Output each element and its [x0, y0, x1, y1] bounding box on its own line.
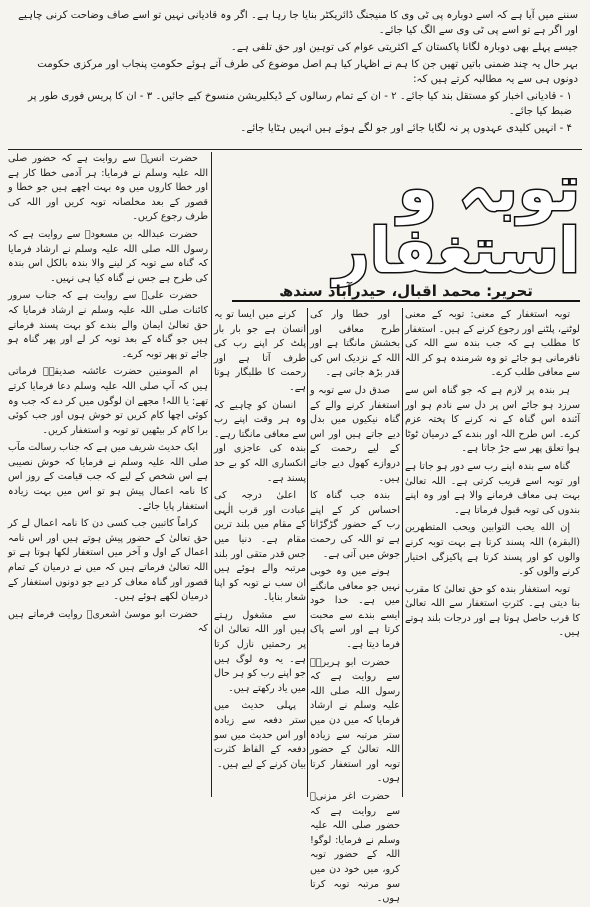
- column-left-paragraph-5: ایک حدیث شریف میں ہے کہ جناب رسالت مآب صلی اللہ علیہ وسلم نے فرمایا کہ خوش نصیبی ہے اس شخص کے لیے کہ جب قیامت کے روز اس کا نامہ اعمال پیش ہو تو اس میں بہت زیادہ استغفار پایا جائے۔: [8, 442, 208, 512]
- article-column-right: [405, 308, 580, 797]
- column-divider-left: [211, 152, 212, 797]
- column-left-paragraph-1: حضرت انسؓ سے روایت ہے کہ حضور صلی اللہ علیہ وسلم نے فرمایا: ہر آدمی خطا کار ہے اور خطا کاروں میں وہ بہت اچھے ہیں جو خطا و قصور کے بعد مخلصانہ توبہ کریں اور اللہ کی طرف رجوع کریں۔: [8, 153, 208, 223]
- column-center-left-paragraph-1: کرنے میں ایسا تو یہ انسان ہے جو بار بار پلٹ کر اپنے رب کی طرف آتا ہے اور رحمت کا طلبگار ہوتا ہے۔: [214, 309, 306, 393]
- section-divider: [8, 149, 582, 150]
- intro-text-block: [12, 8, 578, 148]
- column-center-right-paragraph-1: اور خطا وار کی طرح معافی اور بخشش مانگتا ہے اور اللہ کے نزدیک اس کی قدر بڑھ جاتی ہے۔: [310, 309, 400, 379]
- column-center-left-paragraph-4: سے مشغول رہتے ہیں اور اللہ تعالیٰ ان پر رحمتیں نازل کرتا ہے۔ یہ وہ لوگ ہیں جو اپنے رب کو ہر حال میں یاد رکھتے ہیں۔: [214, 609, 306, 694]
- column-center-right-paragraph-4: ہونے میں وہ خوبی نہیں جو معافی مانگنے میں ہے۔ خدا خود ایسے بندے سے محبت کرتا ہے اور اسے پاک فرما دیتا ہے۔: [310, 566, 400, 651]
- column-left-paragraph-3: حضرت علیؓ سے روایت ہے کہ جناب سرور کائنات صلی اللہ علیہ وسلم نے ارشاد فرمایا کہ حق تعالیٰ ایمان والے بندے کو بہت پسند فرماتے ہیں جو گناہ کے بعد توبہ کر لے اور پھر گناہ ہو جائے تو پھر توبہ کرے۔: [8, 290, 208, 360]
- demand-list-item-1: ۱ - قادیانی اخبار کو مستقل بند کیا جائے۔ ۲ - ان کے تمام رسالوں کے ڈیکلیریشن منسوخ کیے جائیں۔ ۳ - ان کا پریس فوری طور پر ضبط کیا جائے۔: [28, 91, 572, 117]
- column-right-paragraph-5: توبہ استغفار بندہ کو حق تعالیٰ کا مقرب بنا دیتی ہے۔ کثرتِ استغفار سے اللہ تعالیٰ کا قرب حاصل ہوتا ہے اور درجات بلند ہوتے ہیں۔: [405, 583, 580, 639]
- column-left-paragraph-7: حضرت ابو موسیٰ اشعریؓ روایت فرماتے ہیں کہ: [8, 608, 208, 635]
- article-title: توبہ و استغفار: [333, 152, 580, 287]
- column-center-right-paragraph-6: حضرت اغر مزنیؓ سے روایت ہے کہ حضور صلی اللہ علیہ وسلم نے فرمایا: لوگو! اللہ کے حضور توبہ کرو، میں خود دن میں سو مرتبہ توبہ کرتا ہوں۔: [310, 791, 400, 905]
- column-right-paragraph-3: گناہ سے بندہ اپنے رب سے دور ہو جاتا ہے اور توبہ اسے قریب کرتی ہے۔ اللہ تعالیٰ بہت ہی معاف فرمانے والا ہے اور وہ اپنے بندوں کی توبہ قبول فرماتا ہے۔: [405, 460, 580, 516]
- column-center-right-paragraph-2: صدق دل سے توبہ و استغفار کرنے والے کے گناہ نیکیوں میں بدل دیے جاتے ہیں اور اس کے لیے رحمت کے دروازے کھول دیے جاتے ہیں۔: [310, 384, 400, 484]
- column-right-paragraph-2: ہر بندہ پر لازم ہے کہ جو گناہ اس سے سرزد ہو جائے اس پر دل سے نادم ہو اور آئندہ اس گناہ کے نہ کرنے کا پختہ عزم کرے۔ اس طرح اللہ اور بندے کے درمیان ٹوٹا ہوا تعلق پھر سے جڑ جاتا ہے۔: [405, 384, 580, 455]
- column-left-paragraph-6: کراماً کاتبین جب کسی دن کا نامہ اعمال لے کر حق تعالیٰ کے حضور پیش ہوتے ہیں اور اس نامہ اعمال کے اول و آخر میں استغفار لکھا ہوتا ہے تو اللہ تعالیٰ فرماتے ہیں کہ میں نے درمیان کے تمام قصور اور گناہ معاف کر دیے جو دونوں استغفار کے درمیان لکھے ہوئے ہیں۔: [8, 518, 208, 603]
- article-column-center-right: [310, 308, 400, 905]
- column-left-paragraph-4: ام المومنین حضرت عائشہ صدیقہؓ فرماتی ہیں کہ آپ صلی اللہ علیہ وسلم دعا فرمایا کرتے تھے: یا اللہ! مجھے ان لوگوں میں کر دے کہ جب وہ کوئی اچھا کام کریں تو خوش ہوں اور جب کوئی برا کام کر بیٹھیں تو توبہ و استغفار کریں۔: [8, 366, 208, 436]
- column-center-right-paragraph-3: بندہ جب گناہ کا احساس کر کے اپنے رب کے حضور گڑگڑاتا ہے تو اللہ کی رحمت جوش میں آتی ہے۔: [310, 490, 400, 560]
- article-column-left: [8, 152, 208, 797]
- column-center-left-paragraph-3: اعلیٰ درجہ کی عبادت اور قرب الٰہی کے مقام میں بلند ترین مقام ہے۔ دنیا میں جس قدر متقی اور بلند مرتبہ والے ہوئے ہیں ان سب نے توبہ کو اپنا شعار بنایا۔: [214, 490, 306, 604]
- column-center-left-paragraph-2: انسان کو چاہیے کہ وہ ہر وقت اپنے رب سے معافی مانگتا رہے۔ بندہ کی عاجزی اور انکساری اللہ کو بے حد پسند ہے۔: [214, 399, 306, 484]
- intro-paragraph-3: بہر حال یہ چند ضمنی باتیں تھیں جن کا ہم نے اظہار کیا ہم اصل موضوع کی طرف آتے ہوئے حکومتِ پنجاب اور مرکزی حکومت دونوں ہی سے یہ مطالبہ کرتے ہیں کہ:: [37, 59, 578, 85]
- column-right-paragraph-1: توبہ استغفار کے معنی: توبہ کے معنی لوٹنے، پلٹنے اور رجوع کرنے کے ہیں۔ استغفار کا مطلب ہے کہ جب بندہ سے اللہ کی نافرمانی ہو جائے تو وہ شرمندہ ہو کر اللہ سے معافی طلب کرے۔: [405, 309, 580, 379]
- article-column-center-left: [214, 308, 306, 797]
- article-byline: تحریر: محمد اقبال، حیدرآباد سندھ: [232, 280, 580, 302]
- intro-paragraph-1: سننے میں آیا ہے کہ اسے دوبارہ پی ٹی وی کا منیجنگ ڈائریکٹر بنایا جا رہا ہے۔ اگر وہ قادیانی نہیں تو اسے صاف وضاحت کرنی چاہیے اور اگر ہے تو اسے پی ٹی وی سے الگ کیا جائے۔: [18, 10, 578, 36]
- column-left-paragraph-2: حضرت عبداللہ بن مسعودؓ سے روایت ہے کہ رسول اللہ صلی اللہ علیہ وسلم نے ارشاد فرمایا کہ گناہ سے توبہ کر لینے والا بندہ بالکل اس بندہ کی طرح ہے جس نے گناہ کیا ہی نہیں۔: [8, 228, 208, 284]
- demand-list-item-2: ۴ - انہیں کلیدی عہدوں پر نہ لگایا جائے اور جو لگے ہوئے ہیں انہیں ہٹایا جائے۔: [240, 123, 572, 134]
- column-divider-right: [402, 308, 403, 797]
- column-center-right-paragraph-5: حضرت ابو ہریرہؓ سے روایت ہے کہ رسول اللہ صلی اللہ علیہ وسلم نے ارشاد فرمایا کہ میں دن میں ستر مرتبہ سے زیادہ اللہ تعالیٰ کے حضور توبہ اور استغفار کرتا ہوں۔: [310, 656, 400, 785]
- column-right-paragraph-4: إن الله يحب التوابين ويحب المتطهرين (البقرہ) اللہ پسند کرتا ہے بہت توبہ کرنے والوں کو اور پسند کرتا ہے پاکیزگی اختیار کرنے والوں کو۔: [405, 522, 580, 578]
- column-center-left-paragraph-5: پہلی حدیث میں ستر دفعہ سے زیادہ اور اس حدیث میں سو دفعہ کے الفاظ کثرت بیان کرنے کے لیے ہیں۔: [214, 700, 306, 770]
- intro-paragraph-2: جیسے پہلے بھی دوبارہ لگانا پاکستان کے اکثریتی عوام کی توہین اور حق تلفی ہے۔: [230, 42, 578, 53]
- column-divider-middle: [307, 308, 308, 797]
- article-title-box: [232, 152, 580, 287]
